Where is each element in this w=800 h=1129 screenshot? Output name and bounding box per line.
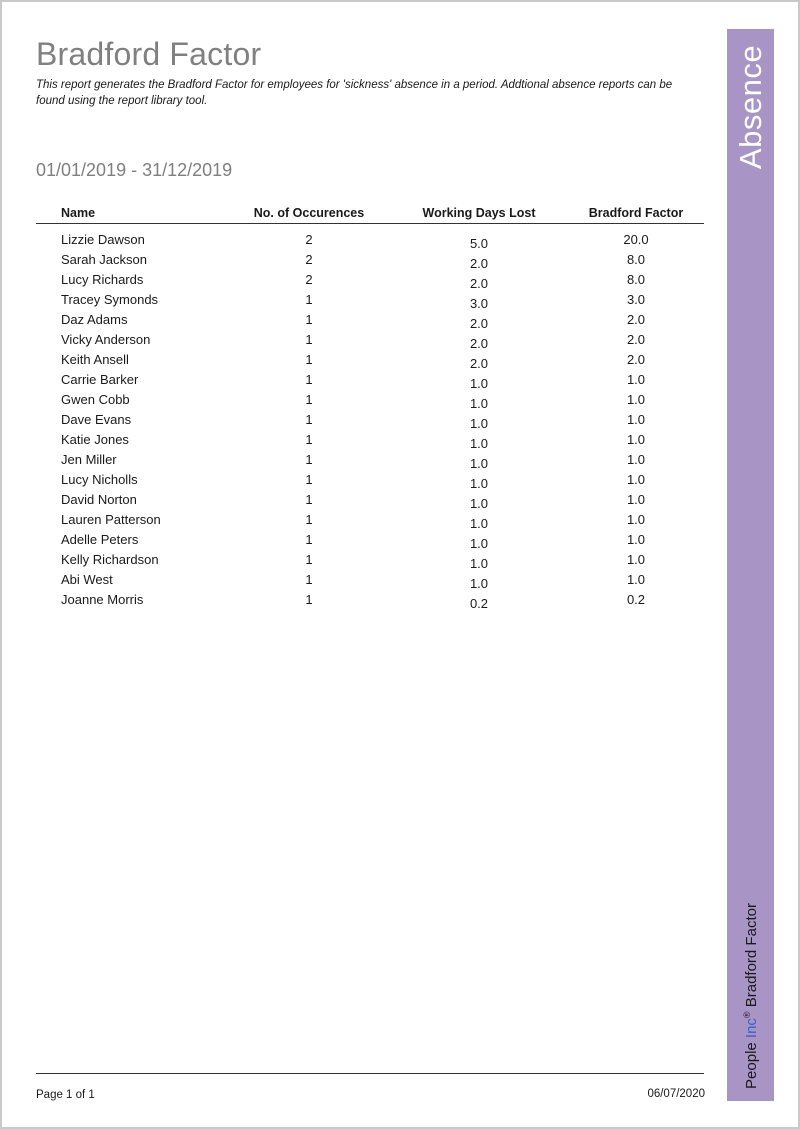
cell-occurrences: 1 xyxy=(305,392,313,407)
cell-bradford-factor: 8.0 xyxy=(626,272,646,287)
cell-bradford-factor: 1.0 xyxy=(626,512,646,527)
cell-bradford-factor: 8.0 xyxy=(626,252,646,267)
cell-occurrences: 1 xyxy=(305,452,313,467)
table-row xyxy=(36,552,704,572)
cell-bradford-factor: 3.0 xyxy=(626,292,646,307)
table-row xyxy=(36,232,704,252)
cell-bradford-factor: 1.0 xyxy=(626,452,646,467)
cell-occurrences: 1 xyxy=(305,472,313,487)
table-row xyxy=(36,452,704,472)
cell-name: Gwen Cobb xyxy=(61,392,130,407)
cell-working-days-lost: 1.0 xyxy=(469,496,489,511)
sidebar-band xyxy=(727,29,774,1101)
table-row xyxy=(36,372,704,392)
cell-name: Vicky Anderson xyxy=(61,332,151,347)
table-row xyxy=(36,512,704,532)
cell-name: David Norton xyxy=(61,492,137,507)
cell-working-days-lost: 2.0 xyxy=(469,336,489,351)
table-row xyxy=(36,352,704,372)
cell-occurrences: 1 xyxy=(305,412,313,427)
cell-working-days-lost: 1.0 xyxy=(469,436,489,451)
cell-occurrences: 1 xyxy=(305,432,313,447)
sidebar-brand xyxy=(742,903,760,1089)
report-description: This report generates the Bradford Factor for employees for 'sickness' absence in a period. Addtional absence reports can be found using the report library tool. xyxy=(36,79,673,107)
header-occurrences: No. of Occurences xyxy=(253,206,365,220)
sidebar-section xyxy=(727,29,774,189)
table-row xyxy=(36,592,704,612)
table-row xyxy=(36,472,704,492)
cell-bradford-factor: 2.0 xyxy=(626,352,646,367)
cell-occurrences: 1 xyxy=(305,532,313,547)
table-body xyxy=(36,232,704,612)
table-row xyxy=(36,312,704,332)
cell-working-days-lost: 2.0 xyxy=(469,256,489,271)
cell-working-days-lost: 1.0 xyxy=(469,576,489,591)
cell-bradford-factor: 0.2 xyxy=(626,592,646,607)
cell-name: Lucy Nicholls xyxy=(61,472,138,487)
sidebar-section-label: Absence xyxy=(732,44,768,170)
cell-working-days-lost: 5.0 xyxy=(469,236,489,251)
cell-name: Katie Jones xyxy=(61,432,129,447)
cell-name: Joanne Morris xyxy=(61,592,144,607)
cell-occurrences: 1 xyxy=(305,372,313,387)
cell-occurrences: 1 xyxy=(305,312,313,327)
table-row xyxy=(36,572,704,592)
cell-bradford-factor: 1.0 xyxy=(626,392,646,407)
header-name: Name xyxy=(61,206,96,220)
cell-name: Jen Miller xyxy=(61,452,117,467)
brand-registered-mark: ® xyxy=(741,1011,752,1019)
table-row xyxy=(36,272,704,292)
cell-occurrences: 1 xyxy=(305,352,313,367)
cell-name: Abi West xyxy=(61,572,113,587)
cell-name: Sarah Jackson xyxy=(61,252,147,267)
cell-name: Lizzie Dawson xyxy=(61,232,145,247)
cell-name: Lucy Richards xyxy=(61,272,144,287)
cell-bradford-factor: 20.0 xyxy=(623,232,649,247)
brand-report-name: Bradford Factor xyxy=(742,903,760,1012)
cell-working-days-lost: 0.2 xyxy=(469,596,489,611)
cell-bradford-factor: 1.0 xyxy=(626,532,646,547)
cell-working-days-lost: 1.0 xyxy=(469,516,489,531)
cell-working-days-lost: 1.0 xyxy=(469,476,489,491)
cell-working-days-lost: 3.0 xyxy=(469,296,489,311)
header-bradford-factor: Bradford Factor xyxy=(588,206,684,220)
cell-occurrences: 1 xyxy=(305,292,313,307)
table-row xyxy=(36,532,704,552)
cell-name: Adelle Peters xyxy=(61,532,139,547)
print-date: 06/07/2020 xyxy=(647,1088,705,1100)
table-row xyxy=(36,392,704,412)
cell-working-days-lost: 1.0 xyxy=(469,376,489,391)
cell-name: Tracey Symonds xyxy=(61,292,159,307)
table-row xyxy=(36,332,704,352)
cell-occurrences: 1 xyxy=(305,592,313,607)
cell-working-days-lost: 2.0 xyxy=(469,316,489,331)
report-period: 01/01/2019 - 31/12/2019 xyxy=(36,160,233,180)
cell-working-days-lost: 2.0 xyxy=(469,356,489,371)
cell-occurrences: 1 xyxy=(305,332,313,347)
cell-occurrences: 1 xyxy=(305,492,313,507)
table-header xyxy=(36,206,704,224)
cell-occurrences: 1 xyxy=(305,512,313,527)
cell-bradford-factor: 1.0 xyxy=(626,492,646,507)
header-working-days-lost: Working Days Lost xyxy=(422,206,536,220)
cell-name: Daz Adams xyxy=(61,312,128,327)
cell-bradford-factor: 1.0 xyxy=(626,572,646,587)
cell-bradford-factor: 2.0 xyxy=(626,332,646,347)
report-title: Bradford Factor xyxy=(36,36,262,72)
table-row xyxy=(36,432,704,452)
cell-bradford-factor: 1.0 xyxy=(626,552,646,567)
cell-occurrences: 1 xyxy=(305,572,313,587)
table-row xyxy=(36,292,704,312)
brand-people: People xyxy=(742,1038,760,1089)
cell-bradford-factor: 1.0 xyxy=(626,412,646,427)
cell-working-days-lost: 1.0 xyxy=(469,536,489,551)
cell-occurrences: 2 xyxy=(305,232,313,247)
table-row xyxy=(36,412,704,432)
cell-name: Keith Ansell xyxy=(61,352,129,367)
cell-working-days-lost: 2.0 xyxy=(469,276,489,291)
cell-bradford-factor: 1.0 xyxy=(626,432,646,447)
cell-bradford-factor: 1.0 xyxy=(626,372,646,387)
cell-bradford-factor: 2.0 xyxy=(626,312,646,327)
cell-occurrences: 1 xyxy=(305,552,313,567)
cell-name: Lauren Patterson xyxy=(61,512,161,527)
footer-divider xyxy=(36,1073,704,1074)
cell-occurrences: 2 xyxy=(305,272,313,287)
cell-name: Kelly Richardson xyxy=(61,552,159,567)
cell-name: Dave Evans xyxy=(61,412,132,427)
cell-bradford-factor: 1.0 xyxy=(626,472,646,487)
cell-occurrences: 2 xyxy=(305,252,313,267)
cell-working-days-lost: 1.0 xyxy=(469,556,489,571)
cell-working-days-lost: 1.0 xyxy=(469,396,489,411)
page-number: Page 1 of 1 xyxy=(36,1089,95,1101)
table-row xyxy=(36,492,704,512)
cell-working-days-lost: 1.0 xyxy=(469,456,489,471)
cell-working-days-lost: 1.0 xyxy=(469,416,489,431)
cell-name: Carrie Barker xyxy=(61,372,139,387)
brand-inc: Inc xyxy=(742,1018,760,1039)
table-row xyxy=(36,252,704,272)
